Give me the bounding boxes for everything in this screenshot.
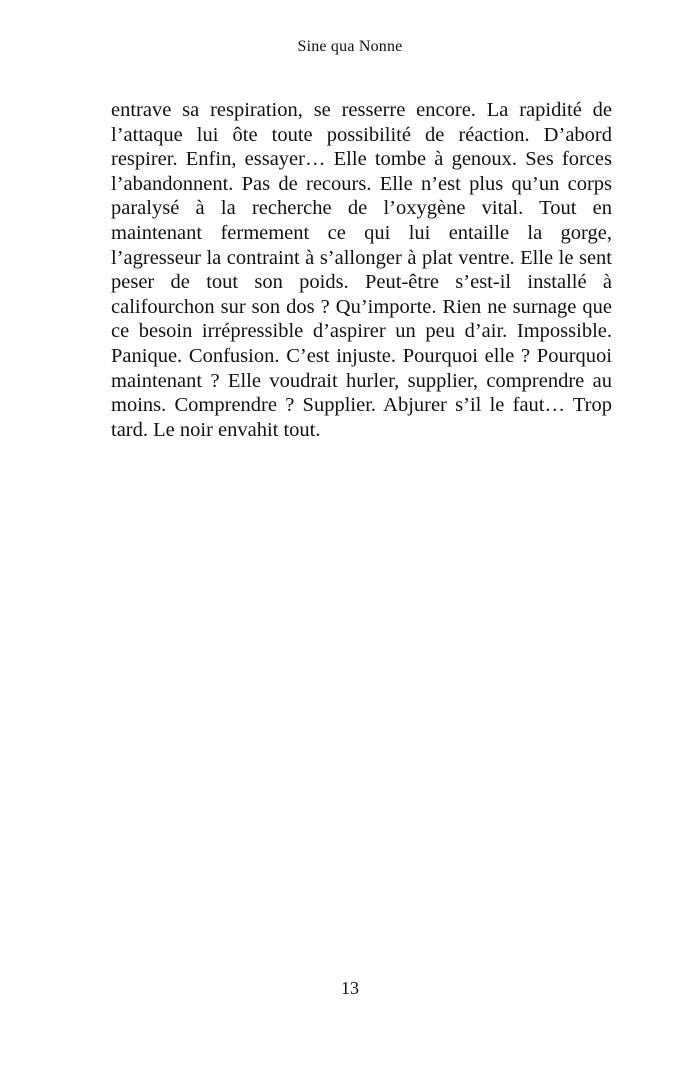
body-paragraph: entrave sa respiration, se resserre encore. La rapidité de l’attaque lui ôte toute possibilité de réaction. D’abord respirer. Enfin, essayer… Elle tombe à genoux. Ses forces l’abandonnent. Pas de recours. Elle n’est plus qu’un corps paralysé à la recherche de l’oxygène vital. Tout en maintenant fermement ce qui lui entaille la gorge, l’agresseur la contraint à s’allonger à plat ventre. Elle le sent peser de tout son poids. Peut-être s’est-il installé à califourchon sur son dos ? Qu’importe. Rien ne surnage que ce besoin irrépressible d’aspirer un peu d’air. Impossible. Panique. Confusion. C’est injuste. Pourquoi elle ? Pourquoi maintenant ? Elle voudrait hurler, supplier, comprendre au moins. Comprendre ? Supplier. Abjurer s’il le faut… Trop tard. Le noir envahit tout. [111,99,612,441]
page-number: 13 [341,978,359,998]
running-header-title: Sine qua Nonne [297,38,403,55]
